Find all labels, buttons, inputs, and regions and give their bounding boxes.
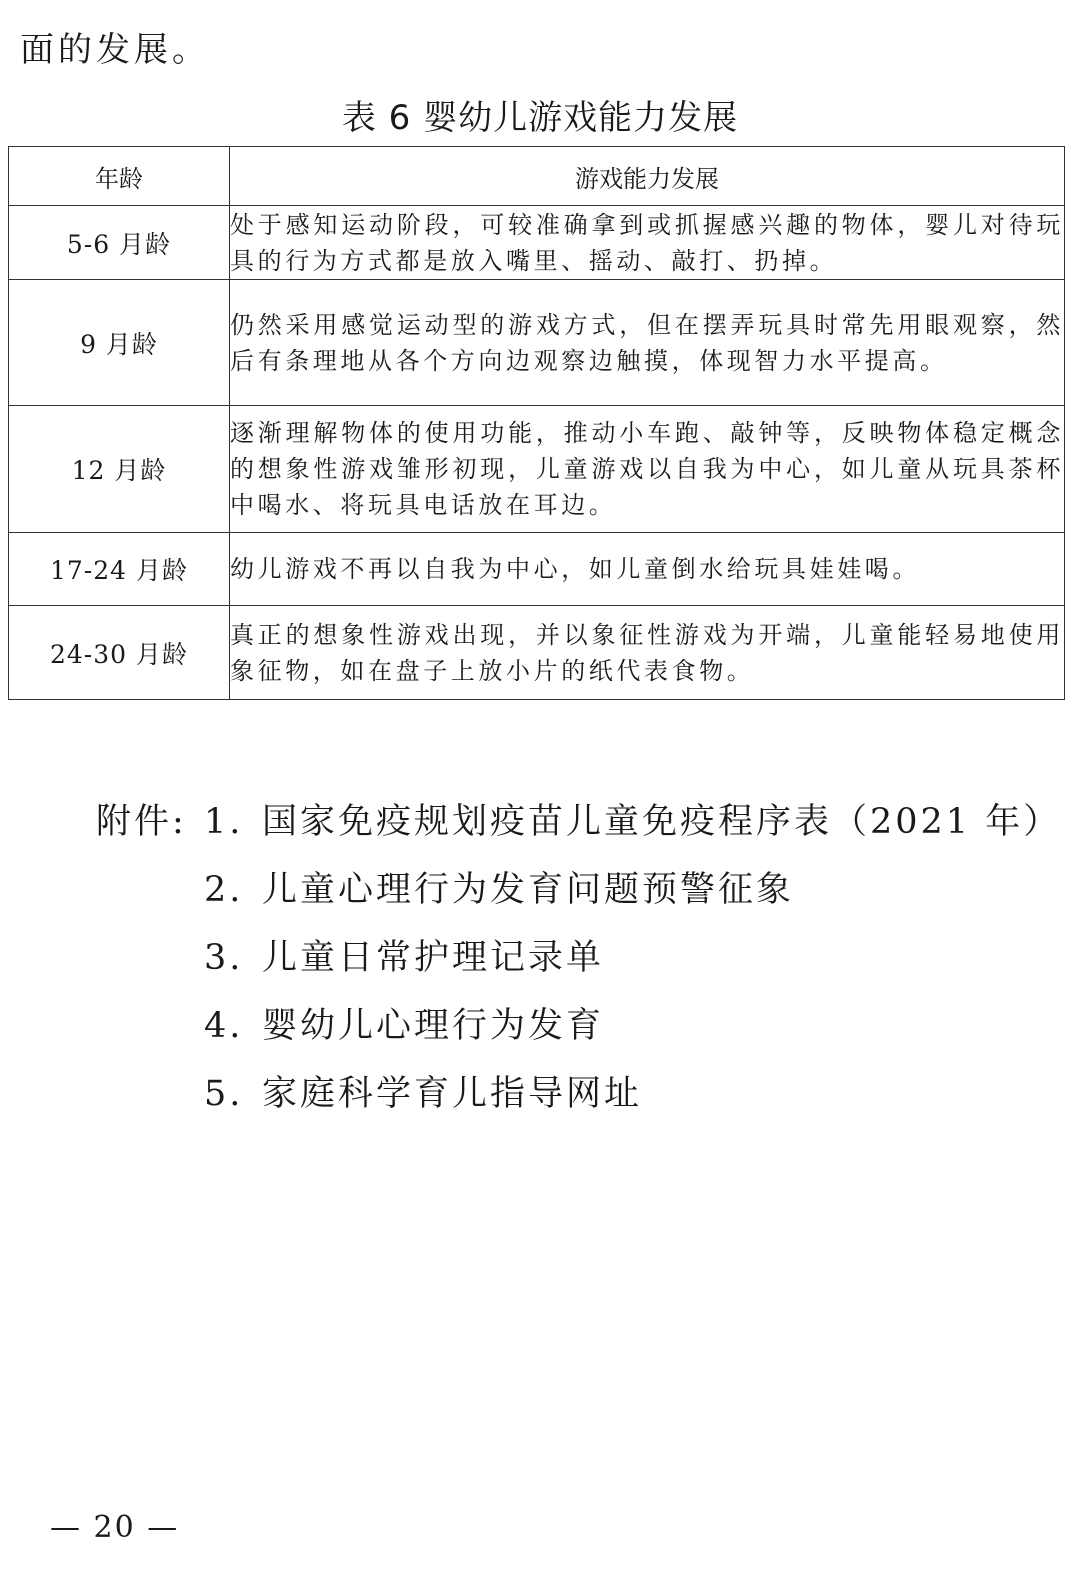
age-cell: 17-24 月龄 [9,533,230,606]
attachments-list [96,788,1061,1128]
attachment-number: 2. [204,870,244,910]
attachment-number: 4. [204,1006,244,1046]
attachment-item [96,992,1061,1060]
attachment-title: 婴幼儿心理行为发育 [262,1006,605,1046]
table-row [9,280,1065,406]
attachment-number: 5. [204,1074,244,1114]
desc-cell: 幼儿游戏不再以自我为中心，如儿童倒水给玩具娃娃喝。 [230,533,1065,606]
attachment-title: 国家免疫规划疫苗儿童免疫程序表（2021 年） [262,802,1062,842]
attachment-title: 家庭科学育儿指导网址 [262,1074,643,1114]
age-cell: 5-6 月龄 [9,206,230,280]
table-row [9,533,1065,606]
attachment-item [96,924,1061,992]
development-table [8,146,1065,700]
attachment-item [96,856,1061,924]
attachment-item [96,788,1061,856]
table-header-row [9,147,1065,206]
desc-cell: 真正的想象性游戏出现，并以象征性游戏为开端，儿童能轻易地使用象征物，如在盘子上放小片的纸代表食物。 [230,606,1065,700]
desc-cell: 仍然采用感觉运动型的游戏方式，但在摆弄玩具时常先用眼观察，然后有条理地从各个方向边观察边触摸，体现智力水平提高。 [230,280,1065,406]
header-play-ability: 游戏能力发展 [230,147,1065,206]
age-cell: 9 月龄 [9,280,230,406]
age-cell: 24-30 月龄 [9,606,230,700]
table-row [9,206,1065,280]
attachment-title: 儿童日常护理记录单 [262,938,605,978]
desc-cell: 逐渐理解物体的使用功能，推动小车跑、敲钟等，反映物体稳定概念的想象性游戏雏形初现，儿童游戏以自我为中心，如儿童从玩具茶杯中喝水、将玩具电话放在耳边。 [230,406,1065,533]
attachments-label: 附件: [96,802,187,842]
table-title: 表 6 婴幼儿游戏能力发展 [341,98,739,138]
table-row [9,406,1065,533]
attachment-number: 1. [204,802,244,842]
desc-cell: 处于感知运动阶段，可较准确拿到或抓握感兴趣的物体，婴儿对待玩具的行为方式都是放入嘴里、摇动、敲打、扔掉。 [230,206,1065,280]
attachment-number: 3. [204,938,244,978]
age-cell: 12 月龄 [9,406,230,533]
table-row [9,606,1065,700]
intro-text: 面的发展。 [20,30,210,70]
page-number: — 20 — [50,1510,180,1545]
attachment-title: 儿童心理行为发育问题预警征象 [262,870,795,910]
attachment-item [96,1060,1061,1128]
header-age: 年龄 [9,147,230,206]
